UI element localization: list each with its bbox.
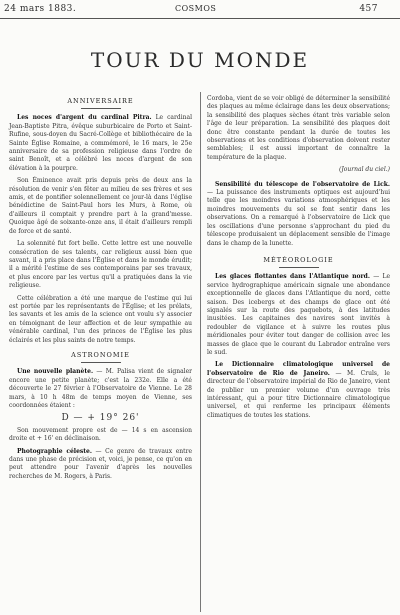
article-title-pitra: Les noces d'argent du cardinal Pitra. bbox=[17, 114, 152, 122]
article-text: — M. Cruls, le directeur de l'observatoire impérial de Rio de Janeiro, vient de publier un premier volume d'un ouvrage très intéressant, qui a pour titre Dictionnaire climatologique universel, et qui renferme les principaux éléments climatiques de toutes les stations. bbox=[207, 369, 390, 419]
article-title-glaces: Les glaces flottantes dans l'Atlantique nord. bbox=[215, 273, 370, 281]
coordinates-formula: D — + 19° 26' bbox=[61, 413, 140, 424]
article-text: — Ce genre de travaux entre dans une phase de précision et, voici, je pense, ce qu'on en peut attendre pour l'avenir d'après les nouvelles recherches de M. Rogers, à Paris. bbox=[9, 447, 193, 480]
journal-name: COSMOS bbox=[175, 4, 217, 13]
article-paragraph: Son mouvement propre est de — 14 s en ascension droite et + 16' en déclinaison. bbox=[9, 426, 192, 443]
running-head bbox=[0, 2, 400, 18]
section-rule bbox=[81, 108, 121, 109]
column-divider bbox=[200, 92, 201, 612]
section-rule bbox=[279, 267, 319, 268]
article-paragraph-continued: Cordoba, vient de se voir obligé de déterminer la sensibilité des plaques au même éclairage dans les deux observations; la sensibilité des plaques sèches étant très variable selon l'âge de leur préparation. La sensibilité des plaques doit donc être constante pendant la durée de toutes les observations et les conditions d'observation doivent rester semblables; il est aussi important de connaître la température de la plaque. bbox=[207, 95, 390, 161]
article-text: Le cardinal Jean-Baptiste Pitra, évêque suburbicaire de Porto et Saint-Rufine, sous-doyen du Sacré-Collège et bibliothécaire de la Sainte Église Romaine, a commémoré, le 16 mars, le 25e anniversaire de sa profession religieuse dans l'ordre de saint Benoît, et a célébré les noces d'argent de son élévation à la pourpre. bbox=[9, 114, 192, 172]
page-title: TOUR DU MONDE bbox=[90, 48, 310, 72]
article-title-lick: Sensibilité du télescope de l'observatoire de Lick. bbox=[215, 180, 390, 188]
article-text: — Le service hydrographique américain signale une abondance exceptionnelle de glaces dans l'Atlantique du nord, cette saison. Des icebergs et des champs de glace ont été signalés sur la route des paquebots, à des latitudes inusitées. Les capitaines des navires sont invités à redoubler de vigilance et à suivre les routes plus méridionales pour éviter tout danger de collision avec les masses de glace que le courant du Labrador entraîne vers le sud. bbox=[207, 273, 390, 356]
section-heading-anniversaire: ANNIVERSAIRE bbox=[67, 97, 134, 105]
article-paragraph: Son Éminence avait pris depuis près de deux ans la résolution de venir s'en fêter au milieu de ses frères et ses amis, et de pontifier solennellement ce jour-là dans l'église bénédictine de Saint-Paul hors les Murs, à Rome, où d'ailleurs il comptait y prendre part à la grand'messe. Quoique âgé de soixante-onze ans, il était d'ailleurs rempli de force et de santé. bbox=[9, 177, 192, 235]
source-signature: (Journal du ciel.) bbox=[339, 166, 390, 174]
right-column bbox=[207, 95, 390, 424]
article-paragraph: La solennité fut fort belle. Cette lettre est une nouvelle consécration de ses talents, car religieux aussi bien que savant, il a pris place dans l'Église et dans le monde érudit; il a mérité l'estime de ses contemporains par ses travaux, et plus encore par les vertus qu'il a pratiquées dans la vie religieuse. bbox=[9, 240, 192, 290]
section-rule bbox=[81, 362, 121, 363]
article-text: — La puissance des instruments optiques est aujourd'hui telle que les moindres variations atmosphériques et les moindres mouvements du sol se font sentir dans les observations. On a remarqué à l'observatoire de Lick que les oscillations d'une personne s'approchant du pied du télescope produisaient un déplacement sensible de l'image dans le champ de la lunette. bbox=[207, 189, 390, 247]
issue-date: 24 mars 1883. bbox=[4, 4, 77, 14]
page-number: 457 bbox=[359, 4, 378, 14]
left-column bbox=[9, 95, 192, 485]
article-title-planete: Une nouvelle planète. bbox=[17, 368, 94, 376]
article-text: — M. Palisa vient de signaler encore une petite planète; c'est la 232e. Elle a été découverte le 27 février à l'Observatoire de Vienne. Le 28 mars, à 10 h 48m de temps moyen de Vienne, ses coordonnées étaient : bbox=[9, 368, 192, 409]
article-title-photographie: Photographie céleste. bbox=[17, 447, 92, 455]
article-title-dictionnaire: Le Dictionnaire climatologique universel de l'observatoire de Rio de Janeiro. bbox=[207, 361, 390, 377]
section-heading-meteorologie: MÉTÉOROLOGIE bbox=[263, 255, 334, 264]
section-heading-astronomie: ASTRONOMIE bbox=[71, 350, 130, 359]
header-rule bbox=[0, 18, 400, 19]
article-paragraph: Cette célébration a été une marque de l'estime qui lui est portée par les représentants de l'Église; et les prélats, les savants et les amis de la science ont voulu s'y associer en témoignant de leur affection et de leur sympathie au vénérable cardinal, l'un des princes de l'Église les plus éclairés et les plus saints de notre temps. bbox=[9, 294, 192, 344]
